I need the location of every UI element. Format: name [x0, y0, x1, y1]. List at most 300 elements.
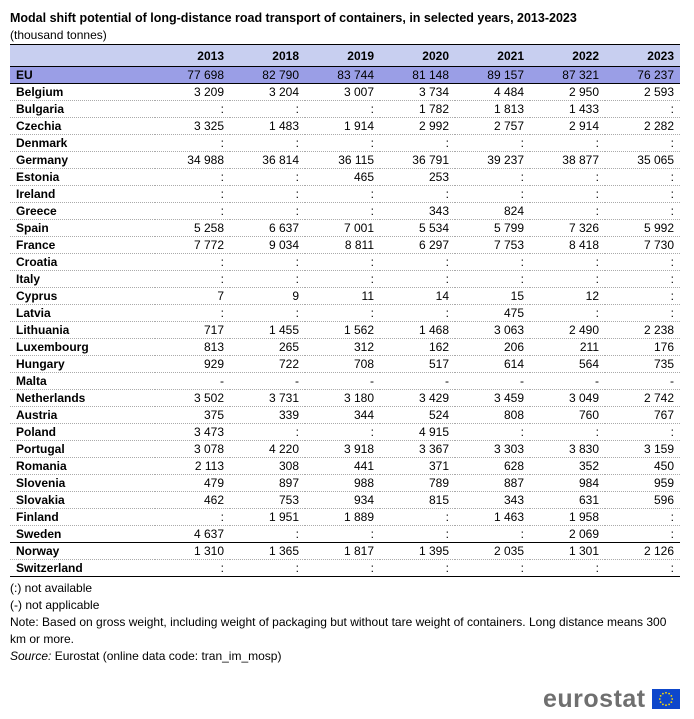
- header-year: 2020: [380, 45, 455, 67]
- row-value: 1 782: [380, 101, 455, 118]
- row-value: :: [155, 254, 230, 271]
- row-value: 1 455: [230, 322, 305, 339]
- row-value: 2 593: [605, 84, 680, 101]
- row-value: 3 303: [455, 441, 530, 458]
- row-value: 7 772: [155, 237, 230, 254]
- row-country: Poland: [10, 424, 155, 441]
- row-value: :: [455, 271, 530, 288]
- row-value: 265: [230, 339, 305, 356]
- row-value: :: [305, 526, 380, 543]
- row-value: 352: [530, 458, 605, 475]
- row-value: :: [380, 186, 455, 203]
- row-value: 462: [155, 492, 230, 509]
- row-value: :: [605, 288, 680, 305]
- row-value: :: [155, 135, 230, 152]
- flag-star: [668, 703, 670, 705]
- flag-star: [662, 693, 664, 695]
- row-value: 988: [305, 475, 380, 492]
- row-value: :: [530, 186, 605, 203]
- table-row: [10, 373, 680, 390]
- row-value: 7 730: [605, 237, 680, 254]
- flag-star: [670, 701, 672, 703]
- row-value: -: [305, 373, 380, 390]
- row-value: 3 078: [155, 441, 230, 458]
- row-value: :: [605, 560, 680, 577]
- row-country: Greece: [10, 203, 155, 220]
- table-row: [10, 220, 680, 237]
- table-row: [10, 509, 680, 526]
- table-row: [10, 135, 680, 152]
- row-value: :: [380, 526, 455, 543]
- row-value: 628: [455, 458, 530, 475]
- row-value: 6 297: [380, 237, 455, 254]
- row-country: Belgium: [10, 84, 155, 101]
- notes: [10, 580, 685, 665]
- row-value: 1 958: [530, 509, 605, 526]
- row-value: 984: [530, 475, 605, 492]
- flag-star: [659, 695, 661, 697]
- row-value: :: [530, 135, 605, 152]
- row-value: 4 915: [380, 424, 455, 441]
- eurostat-logo: [543, 686, 680, 712]
- row-value: 6 637: [230, 220, 305, 237]
- row-value: 479: [155, 475, 230, 492]
- row-value: 4 220: [230, 441, 305, 458]
- row-value: 3 063: [455, 322, 530, 339]
- header-year: 2023: [605, 45, 680, 67]
- row-value: 375: [155, 407, 230, 424]
- table-row: [10, 305, 680, 322]
- row-value: 887: [455, 475, 530, 492]
- row-value: :: [155, 101, 230, 118]
- row-value: :: [305, 560, 380, 577]
- table-row: [10, 441, 680, 458]
- row-value: 1 889: [305, 509, 380, 526]
- row-value: 808: [455, 407, 530, 424]
- row-value: -: [380, 373, 455, 390]
- row-value: 14: [380, 288, 455, 305]
- row-value: 36 814: [230, 152, 305, 169]
- row-country: Croatia: [10, 254, 155, 271]
- row-country: Romania: [10, 458, 155, 475]
- row-value: 929: [155, 356, 230, 373]
- row-value: :: [380, 305, 455, 322]
- row-value: :: [230, 271, 305, 288]
- logo-text: eurostat: [543, 685, 646, 713]
- row-value: :: [455, 526, 530, 543]
- row-value: 735: [605, 356, 680, 373]
- row-country: Ireland: [10, 186, 155, 203]
- row-value: 76 237: [605, 67, 680, 84]
- row-country: Spain: [10, 220, 155, 237]
- row-value: :: [305, 203, 380, 220]
- row-country: Germany: [10, 152, 155, 169]
- row-value: 339: [230, 407, 305, 424]
- row-value: 3 159: [605, 441, 680, 458]
- row-value: 7 753: [455, 237, 530, 254]
- row-country: Portugal: [10, 441, 155, 458]
- row-value: 3 367: [380, 441, 455, 458]
- table-row: [10, 543, 680, 560]
- row-country: Italy: [10, 271, 155, 288]
- table-row: [10, 339, 680, 356]
- row-value: 5 992: [605, 220, 680, 237]
- table-row: [10, 492, 680, 509]
- row-value: :: [230, 526, 305, 543]
- row-value: 8 418: [530, 237, 605, 254]
- row-value: :: [305, 424, 380, 441]
- header-year: 2019: [305, 45, 380, 67]
- row-value: 77 698: [155, 67, 230, 84]
- row-country: Luxembourg: [10, 339, 155, 356]
- row-country: EU: [10, 67, 155, 84]
- row-value: :: [155, 186, 230, 203]
- row-value: 2 757: [455, 118, 530, 135]
- row-value: :: [155, 169, 230, 186]
- row-value: 253: [380, 169, 455, 186]
- row-value: 89 157: [455, 67, 530, 84]
- row-value: 8 811: [305, 237, 380, 254]
- source-line: [10, 648, 685, 665]
- eu-flag-icon: [652, 689, 680, 709]
- row-value: 1 914: [305, 118, 380, 135]
- row-value: 2 992: [380, 118, 455, 135]
- row-value: 1 433: [530, 101, 605, 118]
- row-value: 2 035: [455, 543, 530, 560]
- row-value: 87 321: [530, 67, 605, 84]
- row-value: 2 238: [605, 322, 680, 339]
- row-value: :: [305, 254, 380, 271]
- row-value: 7 001: [305, 220, 380, 237]
- header-country: [10, 45, 155, 67]
- row-value: 465: [305, 169, 380, 186]
- flag-star: [665, 692, 667, 694]
- header-year: 2022: [530, 45, 605, 67]
- row-value: :: [305, 101, 380, 118]
- row-value: -: [455, 373, 530, 390]
- table-row: [10, 186, 680, 203]
- row-country: Latvia: [10, 305, 155, 322]
- row-value: 813: [155, 339, 230, 356]
- row-value: :: [455, 186, 530, 203]
- row-country: Austria: [10, 407, 155, 424]
- row-country: Hungary: [10, 356, 155, 373]
- header-year: 2018: [230, 45, 305, 67]
- row-country: Norway: [10, 543, 155, 560]
- row-value: :: [605, 271, 680, 288]
- row-value: :: [305, 271, 380, 288]
- row-country: Czechia: [10, 118, 155, 135]
- row-value: :: [530, 560, 605, 577]
- row-value: :: [230, 424, 305, 441]
- table-subtitle: (thousand tonnes): [10, 28, 107, 42]
- row-value: -: [230, 373, 305, 390]
- row-value: 2 742: [605, 390, 680, 407]
- row-value: 38 877: [530, 152, 605, 169]
- row-value: 450: [605, 458, 680, 475]
- note-not-applicable: (-) not applicable: [10, 598, 100, 612]
- table-row: [10, 288, 680, 305]
- row-value: :: [230, 101, 305, 118]
- row-country: Lithuania: [10, 322, 155, 339]
- row-value: 176: [605, 339, 680, 356]
- row-value: :: [155, 271, 230, 288]
- row-value: 12: [530, 288, 605, 305]
- row-value: 524: [380, 407, 455, 424]
- row-value: :: [230, 169, 305, 186]
- row-value: 4 484: [455, 84, 530, 101]
- row-value: 343: [455, 492, 530, 509]
- row-value: 767: [605, 407, 680, 424]
- row-value: :: [305, 186, 380, 203]
- table-row: [10, 526, 680, 543]
- row-value: :: [380, 254, 455, 271]
- row-value: 2 282: [605, 118, 680, 135]
- row-value: :: [230, 305, 305, 322]
- row-value: 11: [305, 288, 380, 305]
- header-year: 2021: [455, 45, 530, 67]
- row-value: 206: [455, 339, 530, 356]
- row-value: 9 034: [230, 237, 305, 254]
- table-row: [10, 271, 680, 288]
- row-value: 614: [455, 356, 530, 373]
- row-country: Bulgaria: [10, 101, 155, 118]
- header-year: 2013: [155, 45, 230, 67]
- row-value: :: [455, 169, 530, 186]
- row-value: :: [605, 169, 680, 186]
- row-value: 1 395: [380, 543, 455, 560]
- table-row: [10, 407, 680, 424]
- flag-star: [659, 701, 661, 703]
- row-value: :: [230, 186, 305, 203]
- row-value: 441: [305, 458, 380, 475]
- row-value: :: [530, 424, 605, 441]
- row-value: 371: [380, 458, 455, 475]
- row-country: Slovenia: [10, 475, 155, 492]
- row-value: :: [155, 560, 230, 577]
- row-country: Switzerland: [10, 560, 155, 577]
- row-value: :: [605, 509, 680, 526]
- row-value: 343: [380, 203, 455, 220]
- row-value: 3 830: [530, 441, 605, 458]
- row-value: 3 731: [230, 390, 305, 407]
- row-value: 1 951: [230, 509, 305, 526]
- row-value: 2 950: [530, 84, 605, 101]
- row-value: 2 126: [605, 543, 680, 560]
- row-value: 3 918: [305, 441, 380, 458]
- row-country: Sweden: [10, 526, 155, 543]
- row-value: 517: [380, 356, 455, 373]
- row-value: -: [155, 373, 230, 390]
- row-value: :: [380, 271, 455, 288]
- row-value: 2 113: [155, 458, 230, 475]
- note-text: Note: Based on gross weight, including weight of packaging but without tare weight of containers. Long distance means 300 km or more.: [10, 615, 667, 646]
- flag-star: [665, 704, 667, 706]
- table-row: [10, 84, 680, 101]
- row-value: 3 007: [305, 84, 380, 101]
- row-value: :: [155, 203, 230, 220]
- row-value: 722: [230, 356, 305, 373]
- table-row: [10, 356, 680, 373]
- row-value: 1 817: [305, 543, 380, 560]
- table-body: [10, 67, 680, 577]
- note-not-available: (:) not available: [10, 581, 93, 595]
- row-value: 596: [605, 492, 680, 509]
- flag-star: [668, 693, 670, 695]
- row-value: 1 365: [230, 543, 305, 560]
- table-row: [10, 458, 680, 475]
- row-value: :: [530, 305, 605, 322]
- table-row: [10, 118, 680, 135]
- row-value: 815: [380, 492, 455, 509]
- row-value: :: [530, 203, 605, 220]
- table-row: [10, 152, 680, 169]
- row-value: 3 049: [530, 390, 605, 407]
- row-country: Cyprus: [10, 288, 155, 305]
- row-value: 760: [530, 407, 605, 424]
- row-value: 5 258: [155, 220, 230, 237]
- flag-star: [659, 698, 661, 700]
- row-value: 211: [530, 339, 605, 356]
- table-row: [10, 203, 680, 220]
- row-value: 81 148: [380, 67, 455, 84]
- table-row: [10, 424, 680, 441]
- row-value: :: [380, 560, 455, 577]
- row-value: 789: [380, 475, 455, 492]
- table-row: [10, 169, 680, 186]
- row-value: 824: [455, 203, 530, 220]
- row-value: 3 204: [230, 84, 305, 101]
- row-country: Netherlands: [10, 390, 155, 407]
- row-value: 34 988: [155, 152, 230, 169]
- row-value: 564: [530, 356, 605, 373]
- row-value: :: [230, 560, 305, 577]
- table-row: [10, 560, 680, 577]
- row-value: 1 310: [155, 543, 230, 560]
- flag-star: [670, 695, 672, 697]
- data-table: [10, 44, 680, 577]
- row-value: -: [530, 373, 605, 390]
- source-text: Eurostat (online data code: tran_im_mosp): [51, 649, 282, 663]
- table-title: Modal shift potential of long-distance road transport of containers, in selected years, 2013-2023: [10, 11, 577, 25]
- row-value: 3 180: [305, 390, 380, 407]
- row-value: :: [380, 509, 455, 526]
- row-value: 1 562: [305, 322, 380, 339]
- row-value: 344: [305, 407, 380, 424]
- row-value: 7: [155, 288, 230, 305]
- row-value: :: [230, 203, 305, 220]
- row-value: 3 473: [155, 424, 230, 441]
- row-value: :: [380, 135, 455, 152]
- row-value: :: [605, 254, 680, 271]
- table-row: [10, 101, 680, 118]
- row-value: :: [605, 305, 680, 322]
- row-value: 36 115: [305, 152, 380, 169]
- row-value: :: [230, 254, 305, 271]
- row-value: 83 744: [305, 67, 380, 84]
- row-country: Estonia: [10, 169, 155, 186]
- row-value: :: [305, 135, 380, 152]
- row-value: :: [530, 254, 605, 271]
- row-value: :: [455, 135, 530, 152]
- row-value: 1 483: [230, 118, 305, 135]
- row-value: 708: [305, 356, 380, 373]
- row-value: :: [155, 305, 230, 322]
- flag-star: [671, 698, 673, 700]
- row-country: Slovakia: [10, 492, 155, 509]
- row-value: 39 237: [455, 152, 530, 169]
- row-value: -: [605, 373, 680, 390]
- row-value: 1 468: [380, 322, 455, 339]
- table-row: [10, 67, 680, 84]
- row-value: 717: [155, 322, 230, 339]
- table-row: [10, 390, 680, 407]
- row-value: :: [155, 509, 230, 526]
- row-value: 934: [305, 492, 380, 509]
- row-value: 2 069: [530, 526, 605, 543]
- source-label: Source:: [10, 649, 52, 663]
- row-value: 82 790: [230, 67, 305, 84]
- row-country: France: [10, 237, 155, 254]
- row-value: :: [605, 101, 680, 118]
- row-country: Finland: [10, 509, 155, 526]
- row-value: :: [605, 203, 680, 220]
- row-value: :: [605, 424, 680, 441]
- row-value: 3 734: [380, 84, 455, 101]
- row-value: :: [230, 135, 305, 152]
- row-value: 753: [230, 492, 305, 509]
- row-value: :: [455, 254, 530, 271]
- row-value: 475: [455, 305, 530, 322]
- row-value: 308: [230, 458, 305, 475]
- row-value: 15: [455, 288, 530, 305]
- row-value: 959: [605, 475, 680, 492]
- row-value: :: [455, 424, 530, 441]
- row-value: 631: [530, 492, 605, 509]
- row-value: 312: [305, 339, 380, 356]
- header-row: [10, 45, 680, 67]
- row-value: 1 813: [455, 101, 530, 118]
- row-value: 7 326: [530, 220, 605, 237]
- row-value: :: [605, 135, 680, 152]
- row-value: 9: [230, 288, 305, 305]
- row-value: 1 463: [455, 509, 530, 526]
- row-value: 4 637: [155, 526, 230, 543]
- row-value: 3 502: [155, 390, 230, 407]
- flag-star: [662, 703, 664, 705]
- table-row: [10, 475, 680, 492]
- row-value: :: [530, 271, 605, 288]
- table-row: [10, 322, 680, 339]
- row-value: 3 429: [380, 390, 455, 407]
- row-value: :: [530, 169, 605, 186]
- row-value: 3 325: [155, 118, 230, 135]
- row-value: 1 301: [530, 543, 605, 560]
- row-value: 2 914: [530, 118, 605, 135]
- row-value: :: [605, 526, 680, 543]
- row-value: 897: [230, 475, 305, 492]
- row-country: Denmark: [10, 135, 155, 152]
- row-value: 2 490: [530, 322, 605, 339]
- row-value: :: [455, 560, 530, 577]
- row-value: 3 459: [455, 390, 530, 407]
- table-row: [10, 237, 680, 254]
- table-row: [10, 254, 680, 271]
- row-value: 36 791: [380, 152, 455, 169]
- row-value: 5 534: [380, 220, 455, 237]
- row-value: 3 209: [155, 84, 230, 101]
- row-country: Malta: [10, 373, 155, 390]
